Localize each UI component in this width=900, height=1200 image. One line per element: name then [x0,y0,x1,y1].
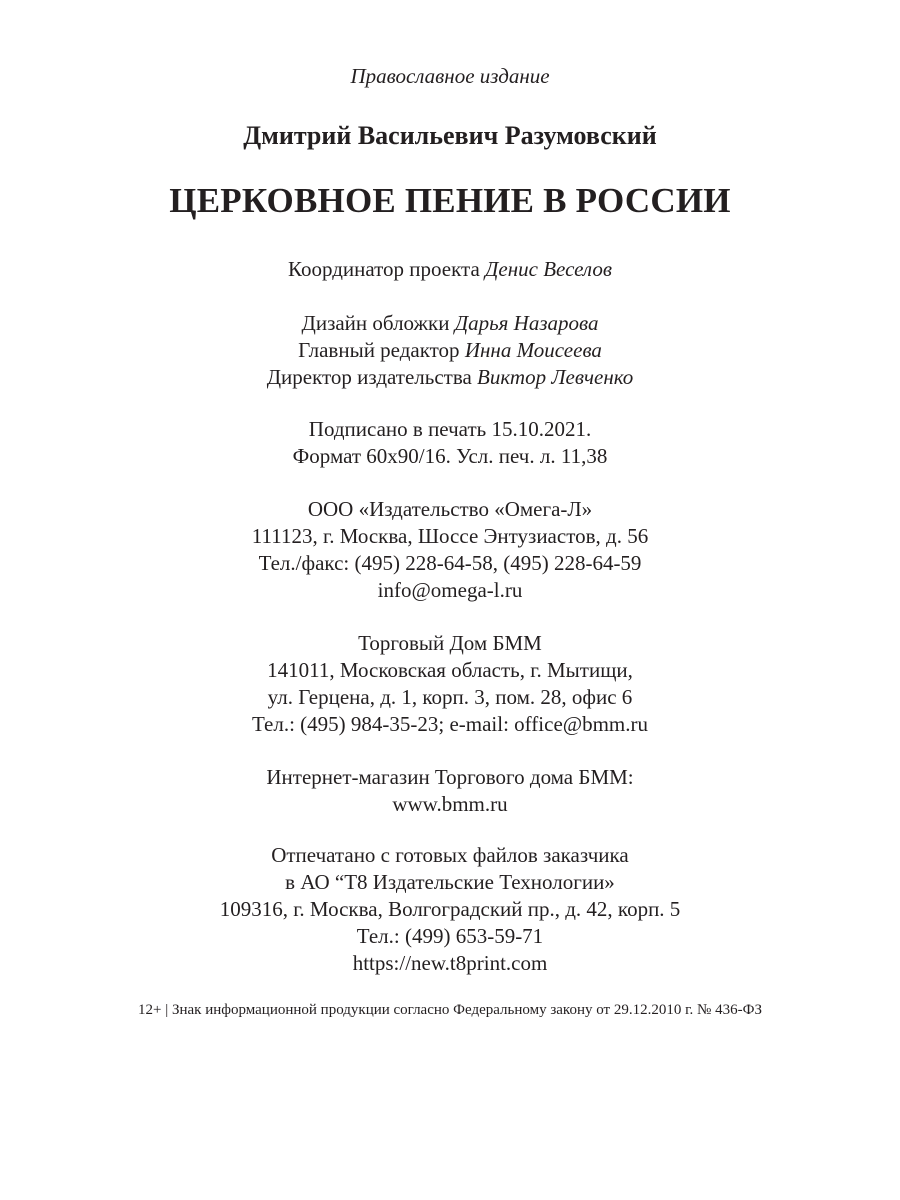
printer-address: 109316, г. Москва, Волгоградский пр., д. 42, корп. 5 [219,897,681,921]
staff-block [0,310,900,391]
chief-editor-credit [0,337,900,364]
author-name: Дмитрий Васильевич Разумовский [243,121,657,150]
trade-house-block [0,630,900,738]
cover-design-credit [0,310,900,337]
coordinator-credit [0,256,900,283]
publisher-email: info@omega-l.ru [377,578,523,602]
publisher-address: 111123, г. Москва, Шоссе Энтузиастов, д. 56 [251,524,649,548]
book-title: ЦЕРКОВНОЕ ПЕНИЕ В РОССИИ [169,181,731,220]
publishing-director-role: Директор издательства [266,365,472,389]
online-shop-url: www.bmm.ru [392,792,508,816]
printer-line1: Отпечатано с готовых файлов заказчика [271,843,629,867]
print-info-block [0,416,900,470]
trade-house-contacts: Тел.: (495) 984-35-23; e-mail: office@bmm.ru [251,712,649,736]
publisher-block [0,496,900,604]
imprint-type: Православное издание [350,64,550,88]
online-shop-label: Интернет-магазин Торгового дома БММ: [266,765,634,789]
trade-house-address-line1: 141011, Московская область, г. Мытищи, [267,658,633,682]
printer-line2: в АО “Т8 Издательские Технологии» [285,870,615,894]
chief-editor-name: Инна Моисеева [464,338,602,362]
signed-to-print: Подписано в печать 15.10.2021. [308,417,592,441]
coordinator-name: Денис Веселов [485,257,612,281]
trade-house-name: Торговый Дом БММ [358,631,542,655]
online-shop-block [0,764,900,818]
printer-url: https://new.t8print.com [352,951,548,975]
publisher-phone: Тел./факс: (495) 228-64-58, (495) 228-64-59 [258,551,642,575]
cover-design-role: Дизайн обложки [301,311,450,335]
publishing-director-credit [0,364,900,391]
chief-editor-role: Главный редактор [298,338,460,362]
printer-block [0,842,900,977]
coordinator-role: Координатор проекта [288,257,480,281]
publisher-name: ООО «Издательство «Омега-Л» [307,497,593,521]
age-rating-note: 12+ | Знак информационной продукции согласно Федеральному закону от 29.12.2010 г. № 436-ФЗ [138,1002,762,1018]
coordinator-block [0,256,900,283]
print-format: Формат 60х90/16. Усл. печ. л. 11,38 [292,444,608,468]
publishing-director-name: Виктор Левченко [477,365,634,389]
cover-design-name: Дарья Назарова [454,311,599,335]
trade-house-address-line2: ул. Герцена, д. 1, корп. 3, пом. 28, офис 6 [267,685,633,709]
printer-phone: Тел.: (499) 653-59-71 [356,924,544,948]
